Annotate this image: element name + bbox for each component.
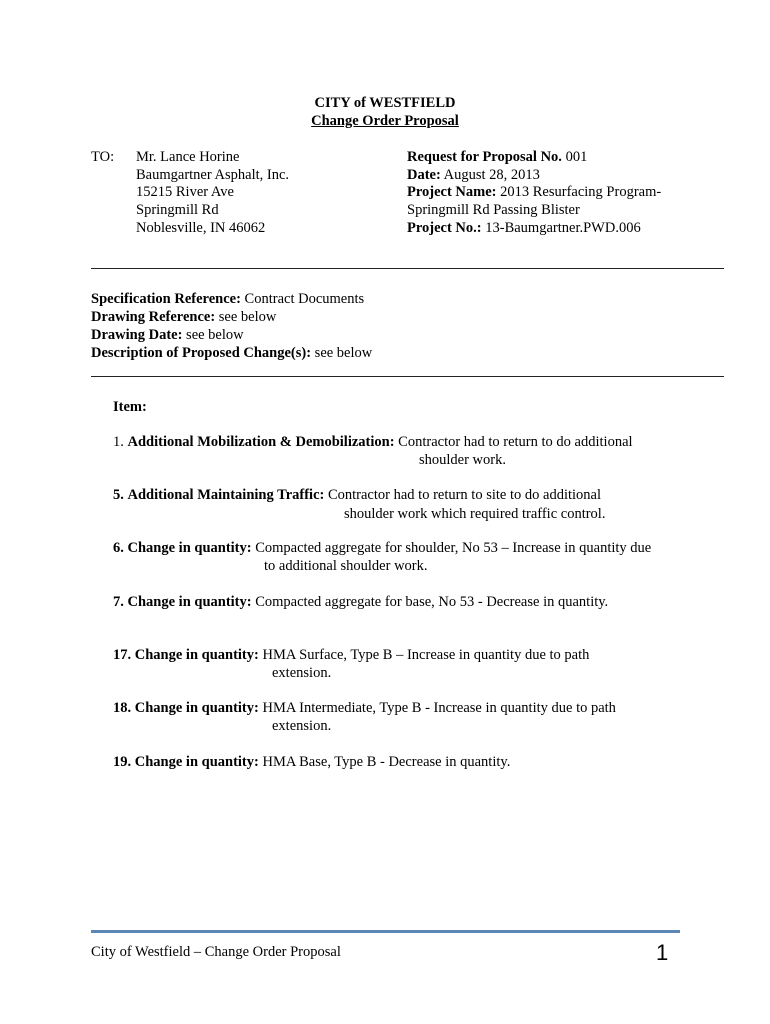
recipient-road: Springmill Rd: [136, 202, 219, 218]
spec-reference-value: Contract Documents: [244, 291, 365, 307]
item-description: Compacted aggregate for base, No 53 - Decrease in quantity.: [255, 594, 609, 610]
item-number: 19.: [113, 754, 132, 770]
item-description: HMA Surface, Type B – Increase in quantity due to path: [262, 647, 590, 663]
footer-text: City of Westfield – Change Order Proposal: [91, 944, 341, 960]
project-name-line: [407, 183, 661, 201]
item-label: Change in quantity:: [127, 540, 252, 556]
item-number: 17.: [113, 647, 132, 663]
items-heading: Item:: [113, 399, 147, 415]
item-number: 6.: [113, 540, 124, 556]
recipient-name: Mr. Lance Horine: [136, 149, 240, 165]
item-number: 1.: [113, 434, 124, 450]
project-name-value: 2013 Resurfacing Program-: [500, 184, 662, 200]
drawing-reference-value: see below: [218, 309, 277, 325]
description-label: Description of Proposed Change(s):: [91, 345, 312, 361]
drawing-date-label: Drawing Date:: [91, 327, 183, 343]
item-description: HMA Intermediate, Type B - Increase in quantity due to path: [262, 700, 616, 716]
document-title: CITY of WESTFIELD: [314, 95, 456, 111]
project-no-label: Project No.:: [407, 220, 482, 236]
item-label: Change in quantity:: [127, 594, 252, 610]
item-label: Change in quantity:: [134, 647, 259, 663]
list-item: [113, 646, 589, 664]
divider-middle: [91, 376, 724, 377]
item-description: Compacted aggregate for shoulder, No 53 – Increase in quantity due: [255, 540, 652, 556]
item-description: Contractor had to return to site to do additional: [327, 487, 601, 503]
item-label: Change in quantity:: [134, 700, 259, 716]
drawing-reference-label: Drawing Reference:: [91, 309, 216, 325]
project-no-line: [407, 219, 641, 237]
project-name-label: Project Name:: [407, 184, 497, 200]
footer-rule: [91, 930, 680, 933]
item-label: Additional Maintaining Traffic:: [127, 487, 325, 503]
item-description-continued: extension.: [272, 718, 332, 734]
spec-reference: [91, 290, 364, 308]
item-description-continued: shoulder work.: [419, 452, 506, 468]
item-number: 7.: [113, 594, 124, 610]
date-line: [407, 166, 540, 184]
recipient-company: Baumgartner Asphalt, Inc.: [136, 167, 290, 183]
item-description: Contractor had to return to do additional: [398, 434, 633, 450]
to-label: TO:: [91, 149, 115, 165]
rfp-value: 001: [565, 149, 588, 165]
page-number: 1: [656, 940, 669, 965]
document-subtitle: Change Order Proposal: [311, 113, 459, 129]
item-label: Additional Mobilization & Demobilization:: [127, 434, 395, 450]
drawing-reference: [91, 308, 276, 326]
description: [91, 344, 372, 362]
project-name-continued: Springmill Rd Passing Blister: [407, 202, 580, 218]
rfp-line: [407, 148, 587, 166]
item-number: 18.: [113, 700, 132, 716]
list-item: [113, 593, 608, 611]
rfp-label: Request for Proposal No.: [407, 149, 562, 165]
item-description: HMA Base, Type B - Decrease in quantity.: [262, 754, 511, 770]
date-value: August 28, 2013: [443, 167, 540, 183]
item-number: 5.: [113, 487, 124, 503]
item-description-continued: to additional shoulder work.: [264, 558, 428, 574]
description-value: see below: [314, 345, 373, 361]
date-label: Date:: [407, 167, 441, 183]
recipient-city: Noblesville, IN 46062: [136, 220, 266, 236]
project-no-value: 13-Baumgartner.PWD.006: [485, 220, 641, 236]
item-label: Change in quantity:: [134, 754, 259, 770]
list-item: [113, 539, 651, 557]
list-item: [113, 433, 633, 451]
recipient-street: 15215 River Ave: [136, 184, 234, 200]
list-item: [113, 486, 601, 504]
list-item: [113, 699, 616, 717]
item-description-continued: extension.: [272, 665, 332, 681]
divider-top: [91, 268, 724, 269]
spec-reference-label: Specification Reference:: [91, 291, 241, 307]
list-item: [113, 753, 510, 771]
drawing-date: [91, 326, 244, 344]
item-description-continued: shoulder work which required traffic control.: [344, 506, 606, 522]
drawing-date-value: see below: [186, 327, 244, 343]
